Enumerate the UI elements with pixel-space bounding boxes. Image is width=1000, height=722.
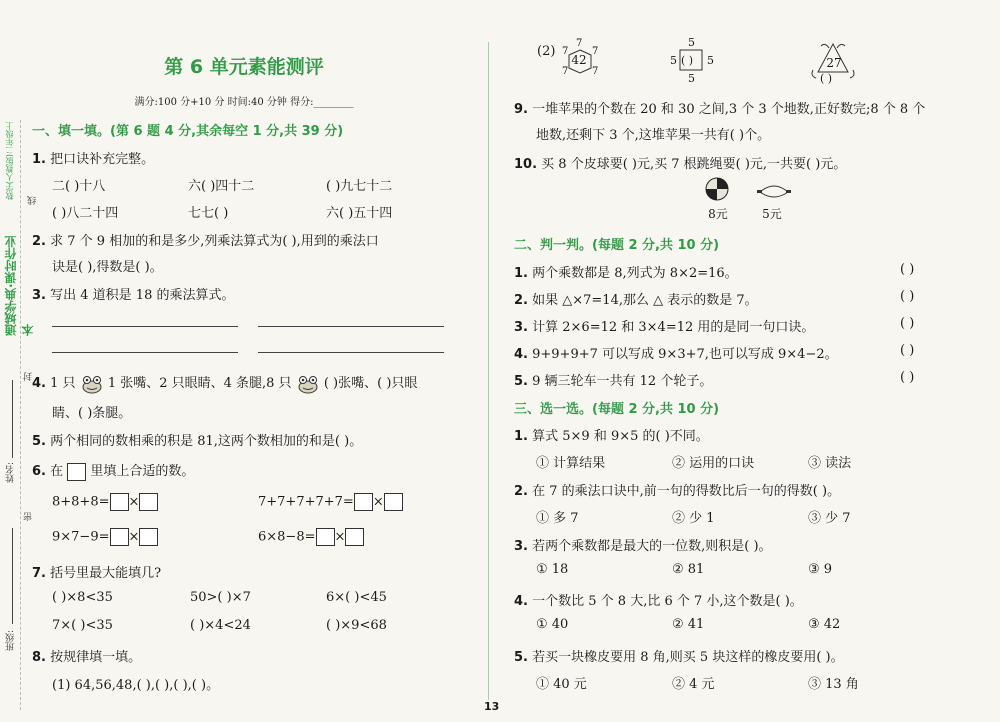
page-number: 13	[484, 700, 500, 713]
choice-1-text[interactable]: 算式 5×9 和 9×5 的( )不同。	[532, 429, 709, 444]
q6-eq-3	[52, 528, 158, 546]
q4-num: 4.	[32, 376, 46, 391]
strip-mark-seal: 封	[24, 372, 34, 381]
judge-item-2	[514, 289, 758, 308]
q6-eq-1-text: 8+8+8=	[52, 494, 110, 510]
q4-line-1	[32, 372, 417, 395]
q2-num: 2.	[32, 234, 46, 249]
choice-4-opt-3[interactable]: ③ 42	[808, 617, 841, 632]
judge-1-num: 1.	[514, 266, 528, 281]
page-title: 第 6 单元素能测评	[164, 56, 324, 78]
q7-item-5[interactable]: ( )×4<24	[190, 618, 251, 633]
choice-2-opt-3[interactable]: ③ 少 7	[808, 511, 851, 526]
choice-2-num: 2.	[514, 484, 528, 499]
series-label: 数学(人教版)二年级上	[5, 122, 14, 201]
q6-eq-1	[52, 493, 158, 511]
choice-3-opt-2[interactable]: ② 81	[672, 562, 705, 577]
judge-2-num: 2.	[514, 293, 528, 308]
choice-4-opt-2[interactable]: ② 41	[672, 617, 705, 632]
frog-icon	[296, 373, 320, 395]
choice-5-num: 5.	[514, 650, 528, 665]
answer-box[interactable]	[110, 493, 129, 511]
q6-eq-2-text: 7+7+7+7+7=	[258, 494, 354, 510]
choice-4-opt-1[interactable]: ① 40	[536, 617, 569, 632]
score-info: 满分:100 分+10 分 时间:40 分钟 得分:________	[134, 97, 354, 108]
q9-text-2[interactable]: 地数,还剩下 3 个,这堆苹果一共有( )个。	[536, 128, 771, 143]
choice-5-text[interactable]: 若买一块橡皮要用 8 角,则买 5 块这样的橡皮要用( )。	[532, 650, 844, 665]
section-3-title: 三、选一选。(每题 2 分,共 10 分)	[514, 402, 720, 417]
q1-item-6[interactable]: 六( )五十四	[326, 206, 393, 221]
q2-text-2[interactable]: 诀是( ),得数是( )。	[52, 260, 163, 275]
q1	[32, 148, 154, 167]
judge-5-text: 9 辆三轮车一共有 12 个轮子。	[532, 374, 713, 389]
choice-2-opt-2[interactable]: ② 少 1	[672, 511, 715, 526]
q5-text[interactable]: 两个相同的数相乘的积是 81,这两个数相加的和是( )。	[50, 434, 363, 449]
q3-answer-line-1[interactable]	[52, 326, 238, 327]
q3-answer-line-3[interactable]	[52, 352, 238, 353]
name-label: 姓名:	[6, 462, 16, 484]
choice-1-num: 1.	[514, 429, 528, 444]
q3	[32, 284, 234, 303]
choice-4-num: 4.	[514, 594, 528, 609]
square-bottom: 5	[688, 72, 695, 85]
q6-eq-4-text: 6×8−8=	[258, 529, 316, 545]
q4-text-b: 1 张嘴、2 只眼睛、4 条腿,8 只	[107, 376, 292, 391]
answer-box[interactable]	[139, 528, 158, 546]
q5-num: 5.	[32, 434, 46, 449]
judge-2-text: 如果 △×7=14,那么 △ 表示的数是 7。	[532, 293, 758, 308]
q8-part-1[interactable]: (1) 64,56,48,( ),( ),( ),( )。	[52, 678, 220, 693]
q1-item-5[interactable]: 七七( )	[188, 206, 229, 221]
times-sign: ×	[128, 494, 140, 510]
judge-item-1	[514, 262, 738, 281]
q3-text: 写出 4 道积是 18 的乘法算式。	[50, 288, 235, 303]
q7-text: 括号里最大能填几?	[50, 566, 162, 581]
judge-item-5	[514, 370, 712, 389]
choice-1-opt-3[interactable]: ③ 读法	[808, 456, 852, 471]
strip-mark-line: 线	[28, 196, 38, 205]
hex-bottom-left: 7	[562, 66, 569, 77]
choice-2-text[interactable]: 在 7 的乘法口诀中,前一句的得数比后一句的得数( )。	[532, 484, 841, 499]
ball-price: 8元	[708, 207, 728, 221]
q6-eq-2	[258, 493, 403, 511]
q7-item-2[interactable]: 50>( )×7	[190, 590, 251, 605]
answer-box[interactable]	[110, 528, 129, 546]
hex-center: 42	[571, 53, 587, 67]
q3-num: 3.	[32, 288, 46, 303]
q6-text-a: 在	[50, 464, 64, 479]
answer-box[interactable]	[139, 493, 158, 511]
choice-4-text[interactable]: 一个数比 5 个 8 大,比 6 个 7 小,这个数是( )。	[532, 594, 803, 609]
q7-item-3[interactable]: 6×( )<45	[326, 590, 387, 605]
square-left: 5	[670, 54, 677, 67]
hex-top-left: 7	[562, 46, 569, 57]
judge-item-3	[514, 316, 814, 335]
answer-box[interactable]	[345, 528, 364, 546]
q7-item-1[interactable]: ( )×8<35	[52, 590, 113, 605]
q6-text-b: 里填上合适的数。	[90, 464, 195, 479]
times-sign: ×	[334, 529, 346, 545]
choice-item-3	[514, 535, 772, 554]
judge-3-text: 计算 2×6=12 和 3×4=12 用的是同一句口诀。	[532, 320, 815, 335]
judge-4-num: 4.	[514, 347, 528, 362]
strip-mark-tear: 密	[24, 512, 34, 521]
q5	[32, 430, 362, 449]
rope-price: 5元	[762, 207, 782, 221]
example-box	[67, 463, 86, 481]
q7-num: 7.	[32, 566, 46, 581]
binding-strip	[0, 118, 35, 336]
q4-text-a: 1 只	[50, 376, 76, 391]
frog-icon	[80, 373, 104, 395]
hex-bottom-right: 7	[592, 66, 599, 77]
q4-text-c[interactable]: ( )张嘴、( )只眼	[323, 376, 418, 391]
choice-3-num: 3.	[514, 539, 528, 554]
q3-answer-line-4[interactable]	[258, 352, 444, 353]
q8	[32, 646, 141, 665]
choice-item-1	[514, 425, 709, 444]
choice-5-opt-2[interactable]: ② 4 元	[672, 677, 715, 692]
judge-1-blank[interactable]: ( )	[900, 262, 915, 277]
q10	[514, 153, 846, 172]
choice-5-opt-1[interactable]: ① 40 元	[536, 677, 587, 692]
square-top: 5	[688, 36, 695, 49]
square-right: 5	[707, 54, 714, 67]
choice-2-opt-1[interactable]: ① 多 7	[536, 511, 579, 526]
answer-box[interactable]	[354, 493, 373, 511]
choice-item-4	[514, 590, 803, 609]
brand-label: 通城学典·课时作业本	[4, 235, 35, 336]
hex-top-right: 7	[592, 46, 599, 57]
q1-item-3[interactable]: ( )九七十二	[326, 179, 393, 194]
choice-item-5	[514, 646, 844, 665]
jump-rope-icon	[756, 182, 792, 200]
q3-answer-line-2[interactable]	[258, 326, 444, 327]
judge-5-num: 5.	[514, 374, 528, 389]
page-divider	[488, 42, 489, 700]
choice-5-opt-3[interactable]: ③ 13 角	[808, 677, 859, 692]
q7-item-4[interactable]: 7×( )<35	[52, 618, 113, 633]
q10-num: 10.	[514, 157, 538, 172]
choice-1-opt-1[interactable]: ① 计算结果	[536, 456, 606, 471]
judge-2-blank[interactable]: ( )	[900, 289, 915, 304]
q8-part-2-label: (2)	[537, 44, 556, 59]
choice-1-opt-2[interactable]: ② 运用的口诀	[672, 456, 755, 471]
judge-1-text: 两个乘数都是 8,列式为 8×2=16。	[532, 266, 738, 281]
q7-item-6[interactable]: ( )×9<68	[326, 618, 387, 633]
q1-text: 把口诀补充完整。	[50, 152, 155, 167]
triangle-bottom[interactable]: ( )	[820, 72, 833, 85]
times-sign: ×	[128, 529, 140, 545]
judge-3-blank[interactable]: ( )	[900, 316, 915, 331]
judge-3-num: 3.	[514, 320, 528, 335]
answer-box[interactable]	[316, 528, 335, 546]
choice-3-opt-3[interactable]: ③ 9	[808, 562, 833, 577]
class-field[interactable]	[12, 528, 13, 624]
class-label: 班级:	[6, 630, 16, 652]
q1-item-2[interactable]: 六( )四十二	[188, 179, 255, 194]
hex-top: 7	[576, 38, 583, 49]
judge-item-4	[514, 343, 838, 362]
choice-3-text[interactable]: 若两个乘数都是最大的一位数,则积是( )。	[532, 539, 772, 554]
q6-eq-3-text: 9×7−9=	[52, 529, 110, 545]
q6-eq-4	[258, 528, 364, 546]
q1-num: 1.	[32, 152, 46, 167]
q1-item-4[interactable]: ( )八二十四	[52, 206, 119, 221]
q9-line-1	[514, 98, 925, 117]
answer-box[interactable]	[384, 493, 403, 511]
q2-text-1[interactable]: 求 7 个 9 相加的和是多少,列乘法算式为( ),用到的乘法口	[50, 234, 379, 249]
choice-item-2	[514, 480, 840, 499]
q10-text[interactable]: 买 8 个皮球要( )元,买 7 根跳绳要( )元,一共要( )元。	[541, 157, 847, 172]
q6-num: 6.	[32, 464, 46, 479]
judge-4-text: 9+9+9+7 可以写成 9×3+7,也可以写成 9×4−2。	[532, 347, 838, 362]
judge-4-blank[interactable]: ( )	[900, 343, 915, 358]
choice-3-opt-1[interactable]: ① 18	[536, 562, 569, 577]
name-field[interactable]	[12, 380, 13, 458]
section-2-title: 二、判一判。(每题 2 分,共 10 分)	[514, 238, 720, 253]
q4-text-2[interactable]: 睛、( )条腿。	[52, 406, 132, 421]
ball-icon	[704, 176, 730, 202]
judge-5-blank[interactable]: ( )	[900, 370, 915, 385]
q9-text-1: 一堆苹果的个数在 20 和 30 之间,3 个 3 个地数,正好数完;8 个 8 个	[532, 102, 926, 117]
q2-line-1	[32, 230, 379, 249]
section-1-title: 一、填一填。(第 6 题 4 分,其余每空 1 分,共 39 分)	[32, 124, 344, 139]
q9-num: 9.	[514, 102, 528, 117]
triangle-center: 27	[826, 56, 842, 70]
fold-line	[20, 120, 21, 710]
q7	[32, 562, 161, 581]
q1-item-1[interactable]: 二( )十八	[52, 179, 106, 194]
q8-text: 按规律填一填。	[50, 650, 142, 665]
square-center[interactable]: ( )	[681, 54, 694, 67]
times-sign: ×	[372, 494, 384, 510]
q6	[32, 460, 194, 481]
q8-num: 8.	[32, 650, 46, 665]
